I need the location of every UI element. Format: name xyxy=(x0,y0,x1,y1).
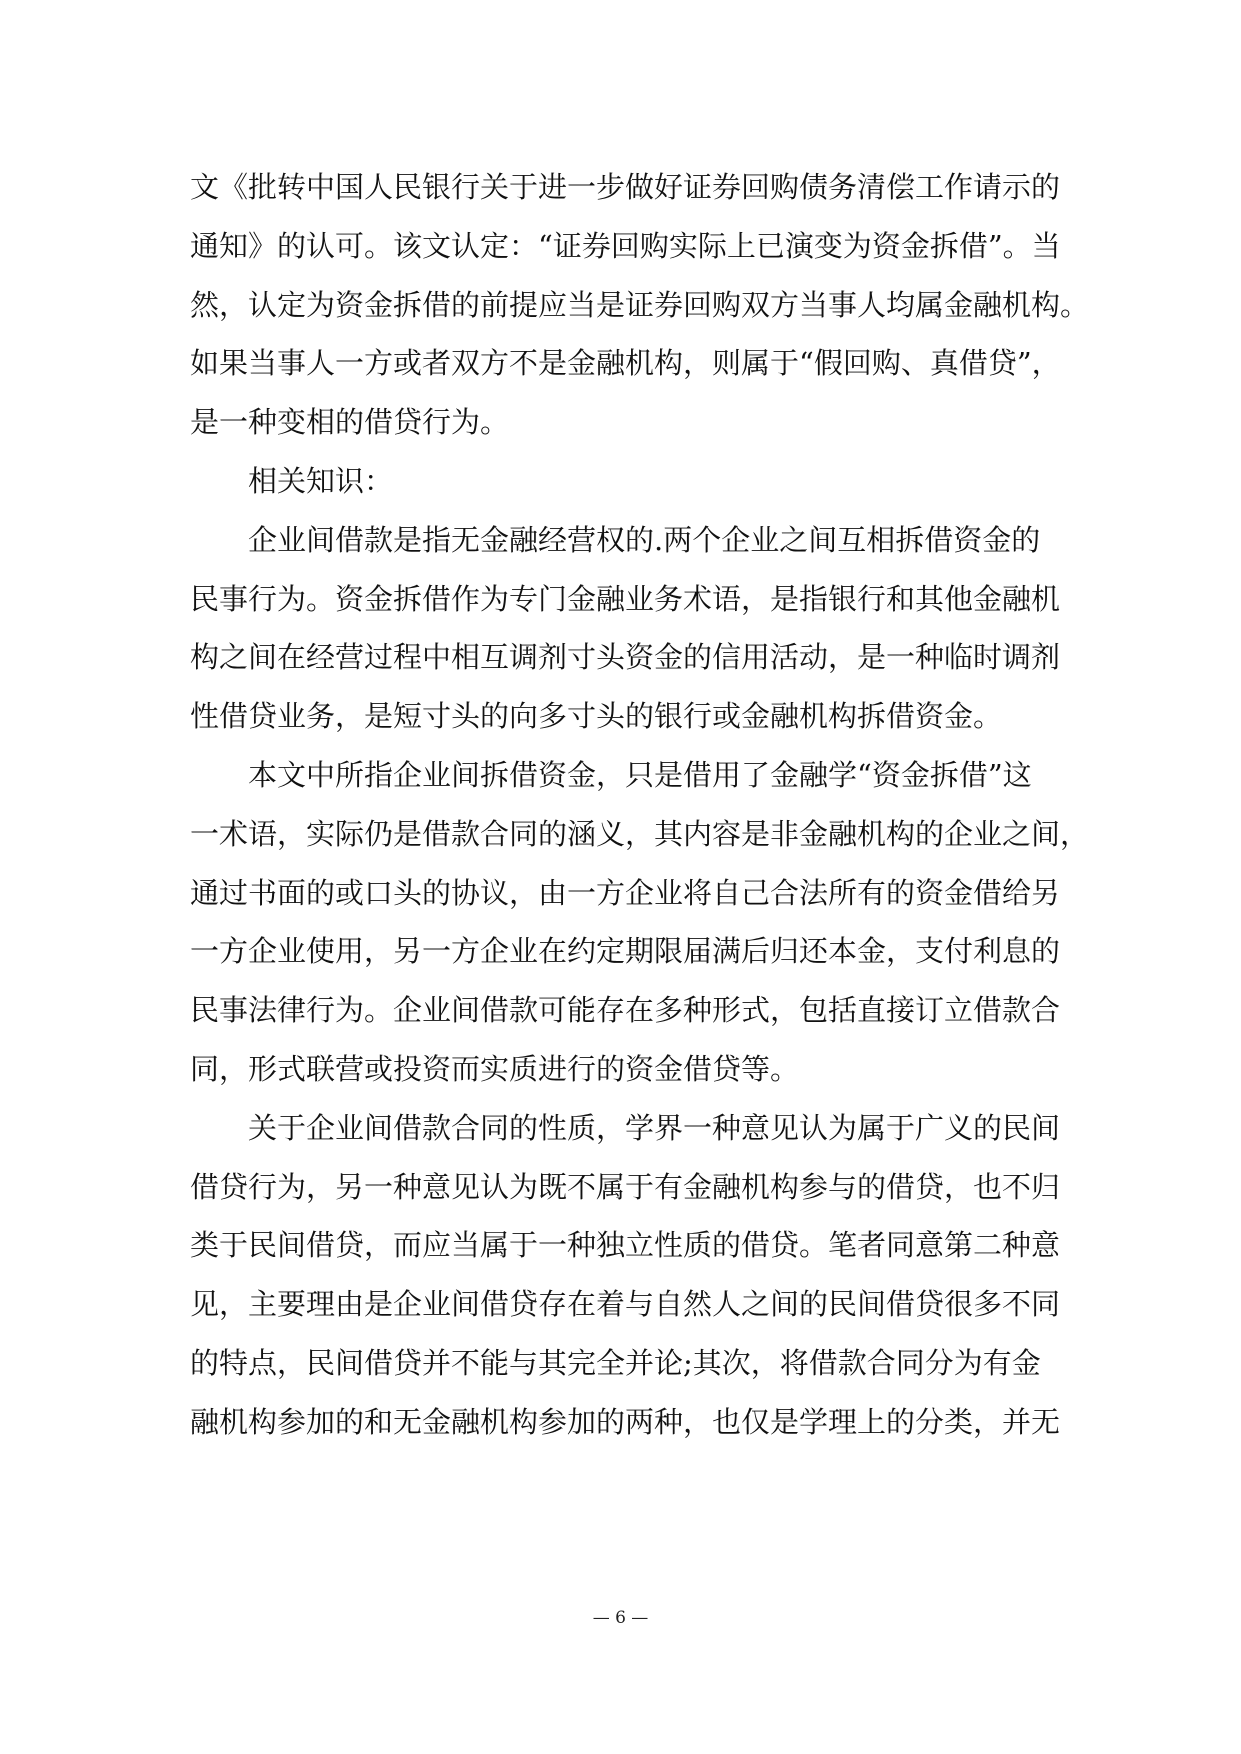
text-line: 然，认定为资金拆借的前提应当是证券回购双方当事人均属金融机构。 xyxy=(190,287,1090,322)
section-heading: 相关知识： xyxy=(248,463,394,498)
page-number: — 6 — xyxy=(592,1608,649,1628)
text-line: 是一种变相的借贷行为。 xyxy=(190,405,510,440)
text-line: 通过书面的或口头的协议，由一方企业将自己合法所有的资金借给另 xyxy=(190,875,1061,910)
text-line: 企业间借款是指无金融经营权的.两个企业之间互相拆借资金的 xyxy=(248,522,1041,557)
text-line: 关于企业间借款合同的性质，学界一种意见认为属于广义的民间 xyxy=(248,1110,1061,1145)
text-line: 性借贷业务，是短寸头的向多寸头的银行或金融机构拆借资金。 xyxy=(190,699,1003,734)
text-line: 一方企业使用，另一方企业在约定期限届满后归还本金，支付利息的 xyxy=(190,934,1061,969)
text-line: 见，主要理由是企业间借贷存在着与自然人之间的民间借贷很多不同 xyxy=(190,1287,1061,1322)
text-line: 的特点，民间借贷并不能与其完全并论;其次，将借款合同分为有金 xyxy=(190,1345,1041,1380)
text-line: 民事行为。资金拆借作为专门金融业务术语，是指银行和其他金融机 xyxy=(190,581,1061,616)
text-line: 融机构参加的和无金融机构参加的两种，也仅是学理上的分类，并无 xyxy=(190,1404,1061,1439)
text-line: 本文中所指企业间拆借资金，只是借用了金融学“资金拆借”这 xyxy=(248,757,1032,792)
text-line: 同，形式联营或投资而实质进行的资金借贷等。 xyxy=(190,1051,800,1086)
document-body xyxy=(190,158,1090,1452)
text-line: 构之间在经营过程中相互调剂寸头资金的信用活动，是一种临时调剂 xyxy=(190,640,1061,675)
text-line: 通知》的认可。该文认定：“证券回购实际上已演变为资金拆借”。当 xyxy=(190,228,1061,263)
text-line: 文《批转中国人民银行关于进一步做好证券回购债务清偿工作请示的 xyxy=(190,170,1061,204)
text-line: 类于民间借贷，而应当属于一种独立性质的借贷。笔者同意第二种意 xyxy=(190,1228,1061,1263)
text-line: 一术语，实际仍是借款合同的涵义，其内容是非金融机构的企业之间， xyxy=(190,816,1090,851)
text-line: 如果当事人一方或者双方不是金融机构，则属于“假回购、真借贷”， xyxy=(190,346,1061,381)
text-line: 民事法律行为。企业间借款可能存在多种形式，包括直接订立借款合 xyxy=(190,993,1061,1028)
text-line: 借贷行为，另一种意见认为既不属于有金融机构参与的借贷，也不归 xyxy=(190,1169,1061,1204)
